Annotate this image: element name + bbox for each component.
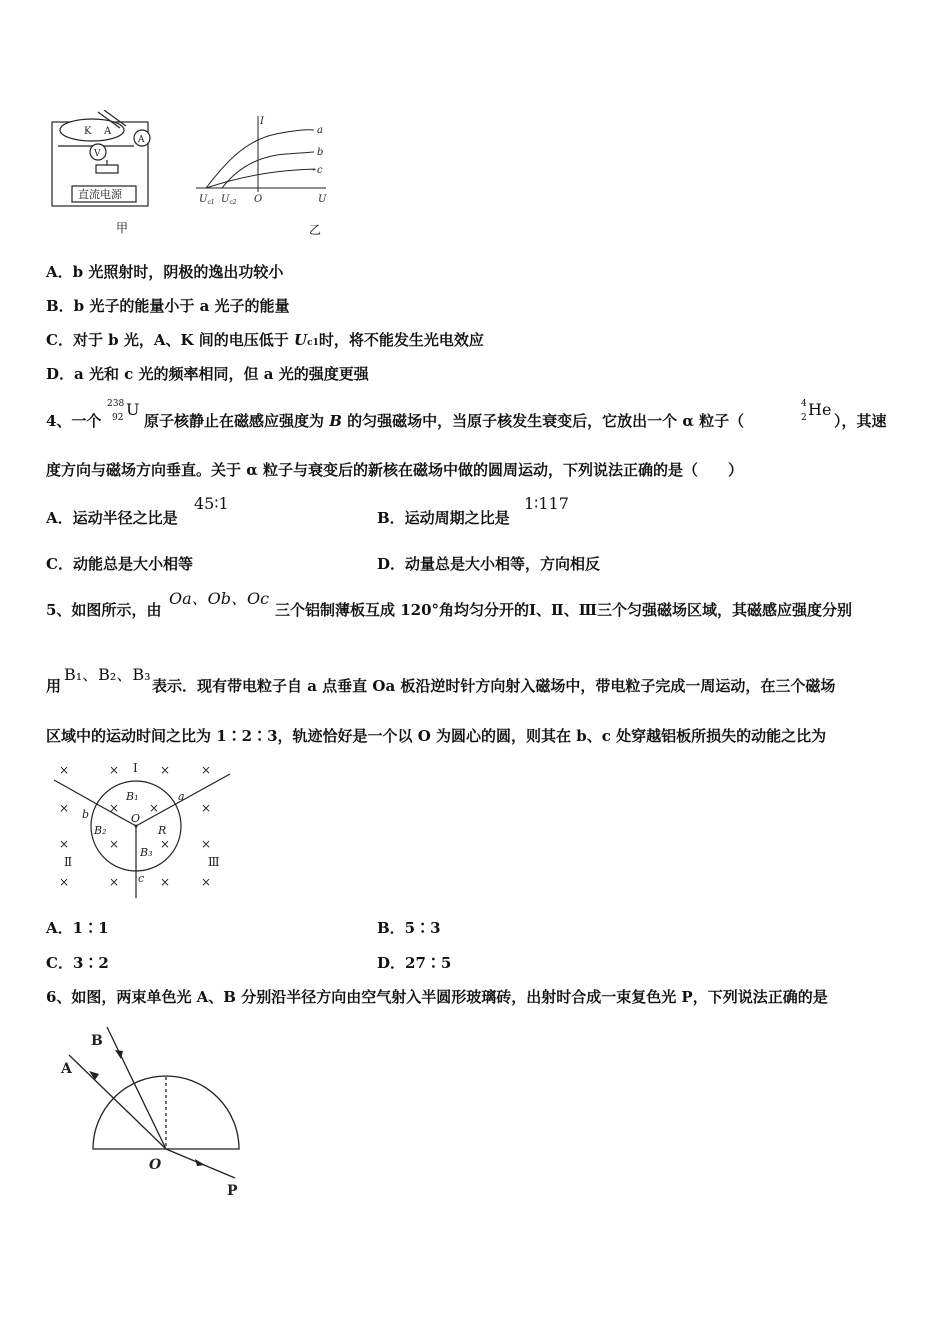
q5-stem-line2: 表示．现有带电粒子自 a 点垂直 Oa 板沿逆时针方向射入磁场中，带电粒子完成一周运动，在三个磁场 (152, 677, 836, 695)
q4-stem-start: 4、一个 (46, 412, 102, 430)
uc1-label: $U_{c1}$ (199, 194, 215, 206)
point-c-label: c (138, 872, 145, 885)
q4-option-a-value: 45∶1 (194, 494, 229, 513)
ray-b-label: B (91, 1033, 103, 1049)
q3-option-a: A．b 光照射时，阴极的逸出功较小 (46, 263, 284, 281)
q5-option-a: A．1∶1 (46, 919, 109, 937)
uranium-mass-number: 238 (107, 399, 125, 409)
q4-stem-end: ），其速 (834, 412, 887, 430)
ammeter-label: A (138, 135, 145, 145)
svg-text:×: × (109, 801, 120, 815)
q4-stem-middle: 原子核静止在磁感应强度为 B 的匀强磁场中，当原子核发生衰变后，它放出一个 α 粒子（ (144, 412, 745, 430)
helium-atomic-number: 2 (801, 413, 807, 423)
ray-p-label: P (227, 1183, 238, 1199)
curve-b-label: b (317, 147, 324, 158)
curve-a-label: a (317, 125, 323, 136)
svg-text:×: × (59, 875, 70, 889)
cathode-label: K (84, 126, 92, 137)
svg-text:×: × (201, 763, 212, 777)
svg-text:×: × (59, 837, 70, 851)
axis-i-label: I (260, 116, 264, 127)
uranium-symbol: U (126, 400, 140, 419)
b2-label: B₂ (94, 824, 107, 837)
q4-option-c: C．动能总是大小相等 (46, 555, 193, 573)
svg-text:×: × (160, 875, 171, 889)
q3-option-b: B．b 光子的能量小于 a 光子的能量 (46, 297, 290, 315)
b3-label: B₃ (140, 846, 153, 859)
helium-mass-number: 4 (801, 399, 807, 409)
anode-label: A (104, 126, 112, 137)
radius-r-label: R (158, 824, 167, 837)
iv-curve-graph-yi (196, 112, 336, 212)
ray-a-label: A (61, 1061, 72, 1077)
svg-text:×: × (109, 763, 120, 777)
point-a-label: a (178, 790, 185, 803)
point-b-label: b (82, 808, 90, 821)
svg-text:×: × (201, 837, 212, 851)
svg-text:×: × (160, 837, 171, 851)
glass-semicircle-diagram (55, 1025, 255, 1205)
svg-text:×: × (201, 801, 212, 815)
q5-option-b: B．5∶3 (377, 919, 441, 937)
q5-option-c: C．3∶2 (46, 954, 109, 972)
q5-stem-start: 5、如图所示，由 (46, 601, 162, 619)
region-i-label: Ⅰ (133, 761, 138, 775)
svg-text:×: × (149, 801, 160, 815)
uranium-atomic-number: 92 (112, 413, 124, 423)
dc-source-label: 直流电源 (78, 188, 122, 201)
figure-caption-jia: 甲 (116, 221, 129, 235)
helium-symbol: He (808, 400, 832, 419)
origin-label: O (254, 194, 263, 205)
axis-u-label: U (318, 194, 327, 205)
uc2-label: $U_{c2}$ (221, 194, 237, 206)
svg-text:×: × (109, 875, 120, 889)
q4-option-a: A．运动半径之比是 (46, 509, 178, 527)
svg-text:×: × (59, 801, 70, 815)
svg-text:×: × (160, 763, 171, 777)
q5-stem-line2-start: 用 (46, 677, 62, 695)
curve-c-label: c (317, 165, 323, 176)
q5-plates: Oa、Ob、Oc (169, 589, 270, 608)
point-o-label: O (149, 1157, 162, 1173)
svg-text:×: × (109, 837, 120, 851)
q4-stem-line2: 度方向与磁场方向垂直。关于 α 粒子与衰变后的新核在磁场中做的圆周运动，下列说法正确的是（ ） (46, 461, 743, 479)
q5-fields: B₁、B₂、B₃ (64, 665, 151, 684)
q3-option-d: D．a 光和 c 光的频率相同，但 a 光的强度更强 (46, 365, 369, 383)
region-ii-label: Ⅱ (64, 855, 73, 869)
q6-stem: 6、如图，两束单色光 A、B 分别沿半径方向由空气射入半圆形玻璃砖，出射时合成一束复色光 P，下列说法正确的是 (46, 988, 828, 1006)
q4-option-d: D．动量总是大小相等，方向相反 (377, 555, 601, 573)
svg-text:×: × (59, 763, 70, 777)
q5-option-d: D．27∶5 (377, 954, 452, 972)
q5-stem-line3: 区域中的运动时间之比为 1∶2∶3，轨迹恰好是一个以 O 为圆心的圆，则其在 b、c 处穿越铝板所损失的动能之比为 (46, 727, 827, 745)
region-iii-label: Ⅲ (208, 855, 220, 869)
center-o-label: O (131, 812, 141, 825)
b1-label: B₁ (126, 790, 139, 803)
voltmeter-label: V (94, 149, 101, 159)
q4-option-b-value: 1∶117 (524, 494, 569, 513)
q5-stem-line1: 三个铝制薄板互成 120°角均匀分开的Ⅰ、Ⅱ、Ⅲ三个匀强磁场区域，其磁感应强度分别 (275, 601, 852, 619)
figure-caption-yi: 乙 (309, 223, 322, 237)
magnetic-field-diagram (50, 758, 240, 900)
q4-option-b: B．运动周期之比是 (377, 509, 510, 527)
circuit-diagram-jia (48, 110, 158, 210)
q3-option-c: C．对于 b 光，A、K 间的电压低于 Uc1时，将不能发生光电效应 (46, 331, 484, 349)
svg-text:×: × (201, 875, 212, 889)
